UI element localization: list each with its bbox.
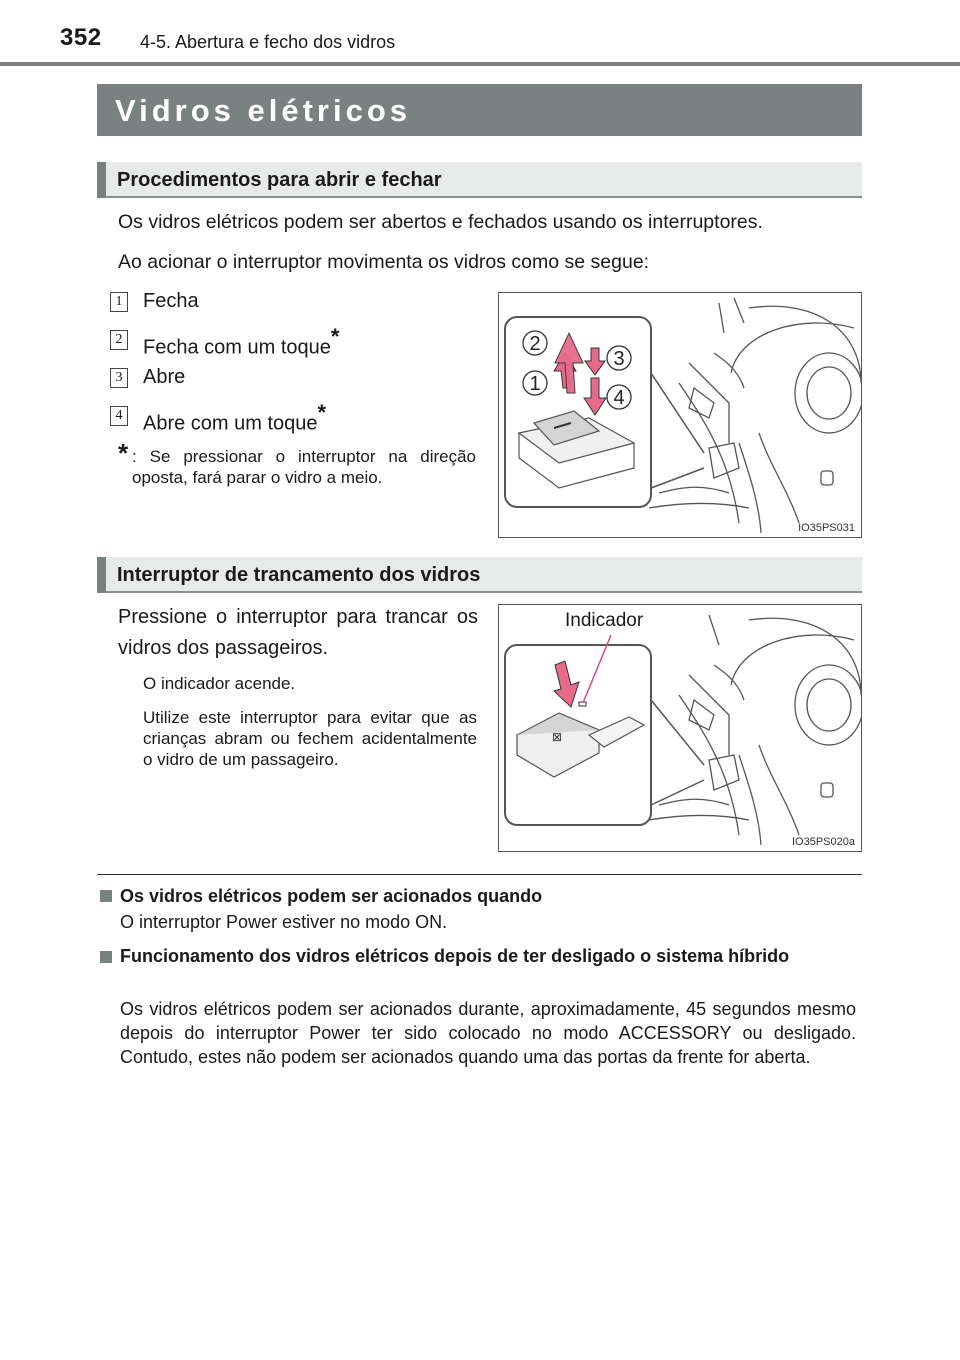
callout-2: 2 <box>529 333 541 355</box>
subheading-lock-text: Interruptor de trancamento dos vidros <box>117 564 481 586</box>
figure-lock-switch <box>498 604 862 852</box>
item-number-4: 4 <box>110 406 128 426</box>
svg-text:⊠: ⊠ <box>551 730 563 744</box>
item-number-2: 2 <box>110 330 128 350</box>
indicator-label: Indicador <box>565 610 644 631</box>
note-bullet-1 <box>100 890 112 902</box>
footnote-text: : Se pressionar o interruptor na direção oposta, fará parar o vidro a meio. <box>132 447 476 487</box>
subheading-procedures-text: Procedimentos para abrir e fechar <box>117 169 442 191</box>
item-1: Fecha <box>143 290 199 312</box>
section-title: 4-5. Abertura e fecho dos vidros <box>140 32 396 52</box>
subheading-lock <box>97 557 862 593</box>
item-4: Abre com um toque* <box>143 400 327 435</box>
note-title-2: Funcionamento dos vidros elétricos depois de ter desligado o sistema híbrido <box>120 946 790 966</box>
footnote-star: * <box>317 400 327 425</box>
page-title: Vidros elétricos <box>115 93 412 128</box>
figure-code: IO35PS031 <box>798 522 855 534</box>
subheading-procedures <box>97 162 862 198</box>
figure-window-switches <box>498 292 862 538</box>
item-number-1: 1 <box>110 292 128 312</box>
figure-code-2: IO35PS020a <box>792 836 855 848</box>
item-number-3: 3 <box>110 368 128 388</box>
callout-1: 1 <box>529 373 541 395</box>
figure-illustration <box>499 293 862 538</box>
title-band <box>97 84 862 136</box>
page-number: 352 <box>60 24 102 51</box>
footnote-mark: * <box>118 438 129 468</box>
footnote-star: * <box>330 324 340 349</box>
note-title-1: Os vidros elétricos podem ser acionados quando <box>120 886 543 906</box>
intro-text: Os vidros elétricos podem ser abertos e fechados usando os interruptores. <box>118 211 763 233</box>
item-3: Abre <box>143 366 186 388</box>
item-2: Fecha com um toque* <box>143 324 340 359</box>
lock-note-2: Utilize este interruptor para evitar que as crianças abram ou fechem acidentalmente o vidro de um passageiro. <box>143 708 477 769</box>
lock-text: Pressione o interruptor para trancar os vidros dos passageiros. <box>118 606 478 659</box>
figure-illustration-lock <box>499 605 862 852</box>
header-rule <box>0 62 960 66</box>
callout-4: 4 <box>613 387 625 409</box>
lead-text: Ao acionar o interruptor movimenta os vidros como se segue: <box>118 251 650 273</box>
note-text-2: Os vidros elétricos podem ser acionados durante, aproximadamente, 45 segundos mesmo depois do interruptor Power ter sido colocado no modo ACCESSORY ou desligado. Contudo, estes não podem ser acionados quando uma das portas da frente for aberta. <box>120 999 856 1067</box>
lock-note-1: O indicador acende. <box>143 674 296 693</box>
note-text-1: O interruptor Power estiver no modo ON. <box>120 912 448 932</box>
callout-3: 3 <box>613 348 625 370</box>
note-bullet-2 <box>100 951 112 963</box>
notes-separator <box>97 874 862 875</box>
